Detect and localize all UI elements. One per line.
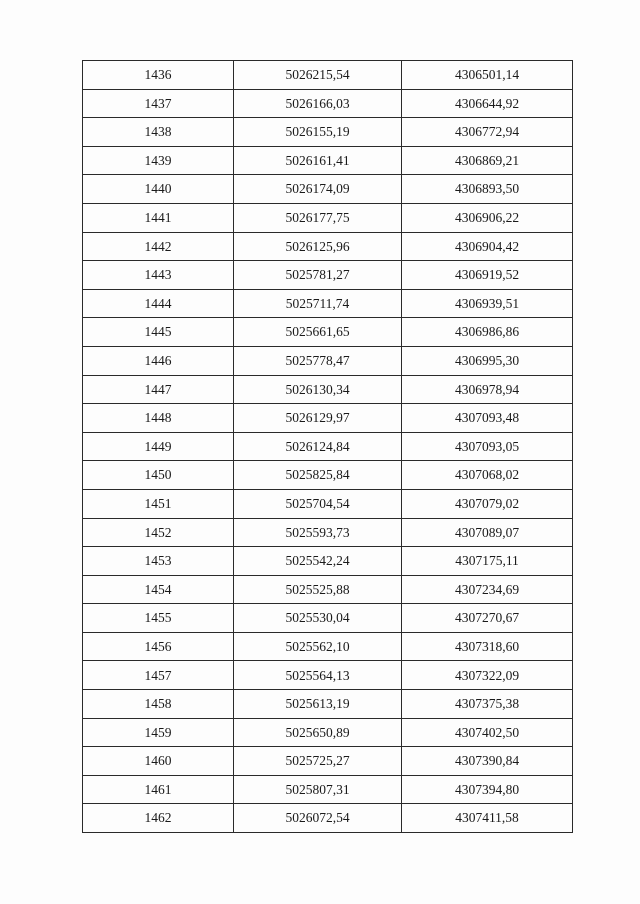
x-coordinate-cell: 5025725,27	[234, 747, 402, 776]
x-coordinate-cell: 5025825,84	[234, 461, 402, 490]
table-row	[83, 232, 573, 261]
table-row	[83, 175, 573, 204]
table-row	[83, 632, 573, 661]
x-coordinate-cell: 5025807,31	[234, 775, 402, 804]
table-row	[83, 718, 573, 747]
table-row	[83, 518, 573, 547]
point-number-cell: 1446	[83, 346, 234, 375]
x-coordinate-cell: 5026166,03	[234, 89, 402, 118]
x-coordinate-cell: 5026130,34	[234, 375, 402, 404]
y-coordinate-cell: 4307089,07	[402, 518, 573, 547]
x-coordinate-cell: 5026125,96	[234, 232, 402, 261]
point-number-cell: 1438	[83, 118, 234, 147]
x-coordinate-cell: 5026155,19	[234, 118, 402, 147]
x-coordinate-cell: 5025562,10	[234, 632, 402, 661]
y-coordinate-cell: 4306939,51	[402, 289, 573, 318]
y-coordinate-cell: 4306893,50	[402, 175, 573, 204]
point-number-cell: 1448	[83, 404, 234, 433]
point-number-cell: 1441	[83, 203, 234, 232]
table-row	[83, 118, 573, 147]
y-coordinate-cell: 4306644,92	[402, 89, 573, 118]
y-coordinate-cell: 4307322,09	[402, 661, 573, 690]
y-coordinate-cell: 4307079,02	[402, 489, 573, 518]
point-number-cell: 1455	[83, 604, 234, 633]
point-number-cell: 1437	[83, 89, 234, 118]
x-coordinate-cell: 5026161,41	[234, 146, 402, 175]
table-row	[83, 489, 573, 518]
y-coordinate-cell: 4307093,48	[402, 404, 573, 433]
point-number-cell: 1439	[83, 146, 234, 175]
y-coordinate-cell: 4307394,80	[402, 775, 573, 804]
y-coordinate-cell: 4307270,67	[402, 604, 573, 633]
table-row	[83, 775, 573, 804]
point-number-cell: 1436	[83, 61, 234, 90]
table-row	[83, 61, 573, 90]
table-row	[83, 432, 573, 461]
table-row	[83, 261, 573, 290]
point-number-cell: 1460	[83, 747, 234, 776]
point-number-cell: 1442	[83, 232, 234, 261]
point-number-cell: 1459	[83, 718, 234, 747]
table-row	[83, 690, 573, 719]
x-coordinate-cell: 5025711,74	[234, 289, 402, 318]
coordinates-table-body	[83, 61, 573, 833]
table-row	[83, 575, 573, 604]
table-row	[83, 604, 573, 633]
table-row	[83, 547, 573, 576]
table-row	[83, 461, 573, 490]
table-row	[83, 404, 573, 433]
table-row	[83, 203, 573, 232]
x-coordinate-cell: 5025613,19	[234, 690, 402, 719]
y-coordinate-cell: 4306501,14	[402, 61, 573, 90]
point-number-cell: 1447	[83, 375, 234, 404]
x-coordinate-cell: 5025542,24	[234, 547, 402, 576]
x-coordinate-cell: 5025650,89	[234, 718, 402, 747]
x-coordinate-cell: 5025593,73	[234, 518, 402, 547]
point-number-cell: 1450	[83, 461, 234, 490]
point-number-cell: 1456	[83, 632, 234, 661]
y-coordinate-cell: 4307375,38	[402, 690, 573, 719]
point-number-cell: 1451	[83, 489, 234, 518]
x-coordinate-cell: 5025525,88	[234, 575, 402, 604]
table-row	[83, 804, 573, 833]
y-coordinate-cell: 4307175,11	[402, 547, 573, 576]
x-coordinate-cell: 5025661,65	[234, 318, 402, 347]
point-number-cell: 1449	[83, 432, 234, 461]
y-coordinate-cell: 4306986,86	[402, 318, 573, 347]
point-number-cell: 1462	[83, 804, 234, 833]
y-coordinate-cell: 4306919,52	[402, 261, 573, 290]
point-number-cell: 1440	[83, 175, 234, 204]
point-number-cell: 1444	[83, 289, 234, 318]
y-coordinate-cell: 4306904,42	[402, 232, 573, 261]
table-row	[83, 375, 573, 404]
y-coordinate-cell: 4307068,02	[402, 461, 573, 490]
x-coordinate-cell: 5026072,54	[234, 804, 402, 833]
y-coordinate-cell: 4306869,21	[402, 146, 573, 175]
table-row	[83, 289, 573, 318]
x-coordinate-cell: 5026124,84	[234, 432, 402, 461]
x-coordinate-cell: 5025781,27	[234, 261, 402, 290]
y-coordinate-cell: 4307093,05	[402, 432, 573, 461]
y-coordinate-cell: 4307234,69	[402, 575, 573, 604]
x-coordinate-cell: 5026177,75	[234, 203, 402, 232]
x-coordinate-cell: 5026129,97	[234, 404, 402, 433]
table-row	[83, 661, 573, 690]
y-coordinate-cell: 4306772,94	[402, 118, 573, 147]
coordinates-table	[82, 60, 573, 833]
y-coordinate-cell: 4306906,22	[402, 203, 573, 232]
point-number-cell: 1454	[83, 575, 234, 604]
x-coordinate-cell: 5026215,54	[234, 61, 402, 90]
y-coordinate-cell: 4307390,84	[402, 747, 573, 776]
x-coordinate-cell: 5025778,47	[234, 346, 402, 375]
table-row	[83, 146, 573, 175]
point-number-cell: 1445	[83, 318, 234, 347]
point-number-cell: 1453	[83, 547, 234, 576]
y-coordinate-cell: 4307402,50	[402, 718, 573, 747]
y-coordinate-cell: 4307411,58	[402, 804, 573, 833]
point-number-cell: 1452	[83, 518, 234, 547]
x-coordinate-cell: 5025564,13	[234, 661, 402, 690]
x-coordinate-cell: 5025530,04	[234, 604, 402, 633]
x-coordinate-cell: 5026174,09	[234, 175, 402, 204]
table-row	[83, 346, 573, 375]
point-number-cell: 1457	[83, 661, 234, 690]
x-coordinate-cell: 5025704,54	[234, 489, 402, 518]
point-number-cell: 1458	[83, 690, 234, 719]
y-coordinate-cell: 4306995,30	[402, 346, 573, 375]
table-row	[83, 89, 573, 118]
table-row	[83, 318, 573, 347]
point-number-cell: 1443	[83, 261, 234, 290]
y-coordinate-cell: 4306978,94	[402, 375, 573, 404]
y-coordinate-cell: 4307318,60	[402, 632, 573, 661]
table-row	[83, 747, 573, 776]
point-number-cell: 1461	[83, 775, 234, 804]
